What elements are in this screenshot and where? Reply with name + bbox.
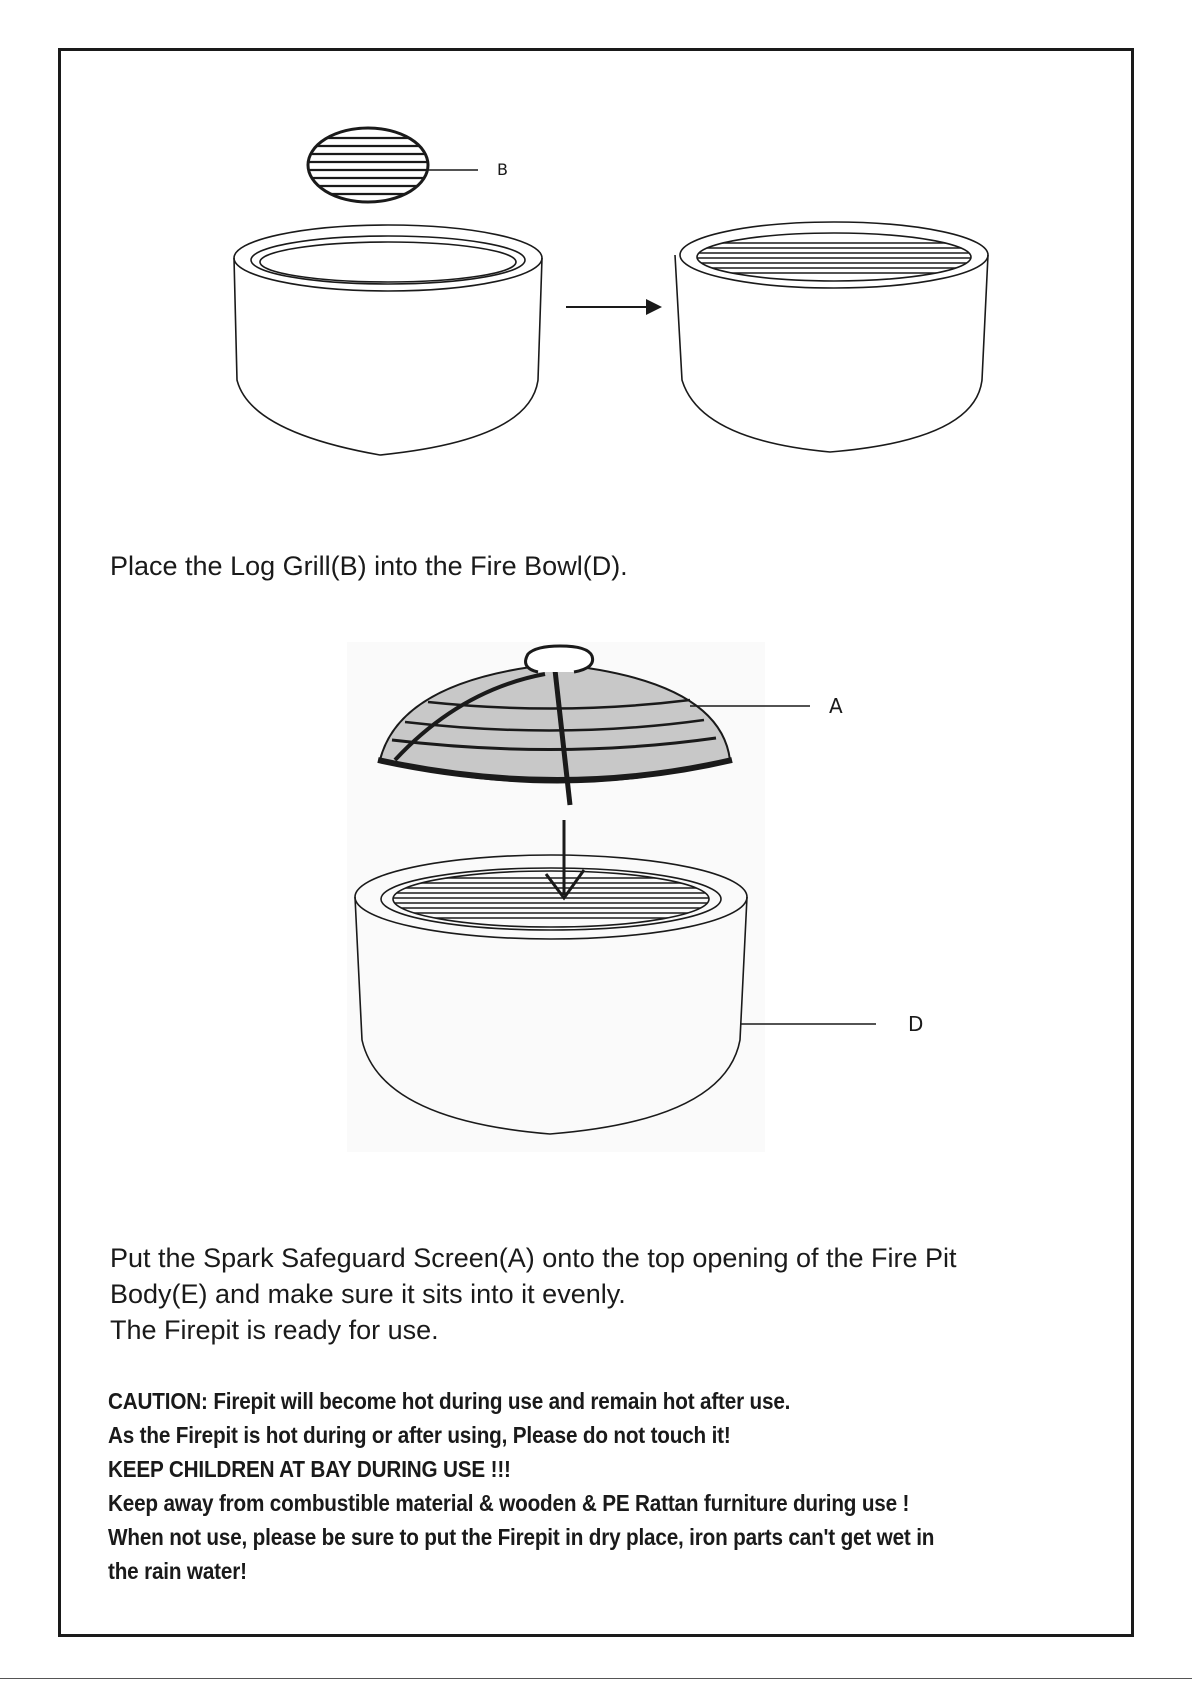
caution-line: CAUTION: Firepit will become hot during use and remain hot after use. <box>108 1388 791 1414</box>
caution-line: KEEP CHILDREN AT BAY DURING USE !!! <box>108 1456 511 1482</box>
step1-instruction: Place the Log Grill(B) into the Fire Bowl(D). <box>110 551 628 581</box>
caution-line: As the Firepit is hot during or after using, Please do not touch it! <box>108 1422 731 1448</box>
log-grill-b <box>300 128 478 202</box>
label-b: B <box>497 160 508 179</box>
label-d: D <box>908 1012 924 1036</box>
caution-line: When not use, please be sure to put the Firepit in dry place, iron parts can't get wet in <box>108 1524 935 1550</box>
caution-line: the rain water! <box>108 1558 247 1584</box>
instruction-line: Body(E) and make sure it sits into it evenly. <box>110 1279 626 1309</box>
fire-bowl-with-grill <box>675 222 988 452</box>
label-a: A <box>829 694 843 718</box>
fire-bowl-empty <box>234 225 542 455</box>
page-bottom-rule <box>0 1678 1192 1679</box>
instruction-line: Put the Spark Safeguard Screen(A) onto the top opening of the Fire Pit <box>110 1243 957 1273</box>
caution-block <box>108 1384 1017 1588</box>
step1-diagram <box>0 0 1192 480</box>
step1-arrow <box>566 299 662 315</box>
instruction-line: The Firepit is ready for use. <box>110 1315 439 1345</box>
step2-diagram <box>0 630 1192 1160</box>
caution-line: Keep away from combustible material & wooden & PE Rattan furniture during use ! <box>108 1490 910 1516</box>
step2-instruction <box>110 1240 957 1348</box>
